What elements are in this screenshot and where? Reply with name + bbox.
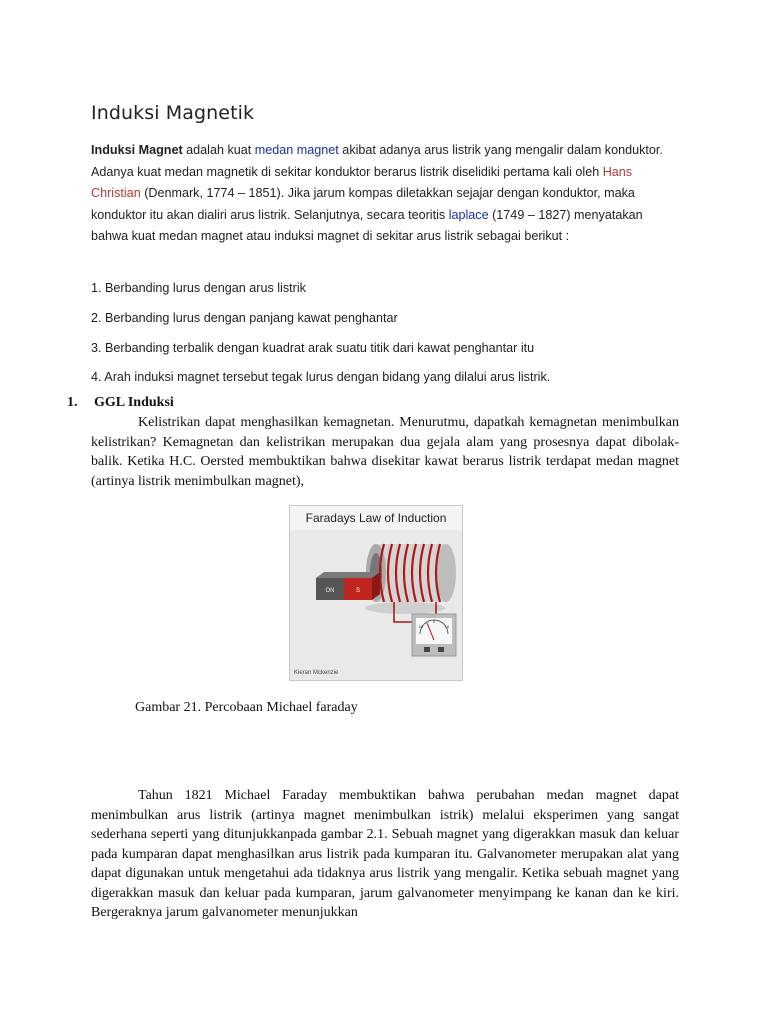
galvanometer [412, 614, 456, 656]
section-heading-text: GGL Induksi [94, 395, 174, 410]
link-medan-magnet[interactable]: medan magnet [254, 143, 339, 157]
faraday-illustration [290, 506, 462, 680]
section-number: 1. [67, 395, 78, 410]
link-laplace[interactable]: laplace [448, 207, 489, 222]
intro-text-4: (1749 – 1827) menyatakan bahwa kuat medan magnet atau induksi magnet di sekitar arus listrik sebagai berikut : [91, 207, 643, 244]
magnet-pole-left: ON [325, 588, 335, 594]
intro-text-1: adalah kuat [182, 143, 255, 157]
link-hans-christian[interactable]: Hans Christian [91, 164, 633, 201]
list-item: 4. Arah induksi magnet tersebut tegak lurus dengan bidang yang dilalui arus listrik. [91, 370, 551, 384]
faraday-figure [289, 505, 463, 681]
intro-text-3: (Denmark, 1774 – 1851). Jika jarum kompas diletakkan sejajar dengan konduktor, maka konduktor itu akan dialiri arus listrik. Selanjutnya, secara teoritis [91, 186, 635, 222]
paragraph-text: Kelistrikan dapat menghasilkan kemagnetan. Menurutmu, dapatkah kemagnetan menimbulkan kelistrikan? Kemagnetan dan kelistrikan merupakan dua gejala alam yang prosesnya dapat dibolak-balik. Ketika H.C. Oersted membuktikan bahwa disekitar kawat berarus listrik terdapat medan magnet (artinya listrik menimbulkan magnet), [91, 415, 679, 489]
list-item: 3. Berbanding terbalik dengan kuadrat arak suatu titik dari kawat penghantar itu [91, 341, 535, 355]
paragraph-ggl-2 [91, 786, 679, 923]
list-item: 1. Berbanding lurus dengan arus listrik [91, 281, 306, 295]
meter-scale-center: 0 [432, 619, 436, 624]
meter-scale-left: 10 [418, 624, 424, 629]
intro-paragraph [91, 140, 681, 248]
intro-term: Induksi Magnet [91, 143, 183, 157]
meter-scale-right: 10 [444, 624, 450, 629]
paragraph-text: Tahun 1821 Michael Faraday membuktikan bahwa perubahan medan magnet dapat menimbulkan arus listrik (artinya magnet menimbulkan istrik) melalui eksperimen yang sangat sederhana seperti yang ditunjukkanpada gambar 2.1. Sebuah magnet yang digerakkan masuk dan keluar pada kumparan dapat menghasilkan arus listrik pada kumparan itu. Galvanometer merupakan alat yang dapat digunakan untuk mengetahui ada tidaknya arus listrik yang mengalir. Ketika sebuah magnet yang digerakkan masuk dan keluar pada kumparan, jarum galvanometer menyimpang ke kanan dan ke kiri. Bergeraknya jarum galvanometer menunjukkan [91, 788, 679, 920]
paragraph-ggl-1 [91, 413, 679, 491]
bar-magnet [316, 572, 380, 600]
section-heading [67, 395, 174, 411]
page-title: Induksi Magnetik [91, 102, 255, 124]
intro-text-2: akibat adanya arus listrik yang mengalir dalam konduktor. Adanya kuat medan magnetik di sekitar konduktor berarus listrik diselidiki pertama kali oleh [91, 143, 663, 179]
figure-credit: Kieran Mckenzie [294, 670, 339, 676]
magnet-pole-right: S [355, 588, 361, 594]
figure-caption: Gambar 21. Percobaan Michael faraday [135, 700, 358, 715]
list-item: 2. Berbanding lurus dengan panjang kawat penghantar [91, 311, 398, 325]
figure-title: Faradays Law of Induction [305, 511, 447, 525]
